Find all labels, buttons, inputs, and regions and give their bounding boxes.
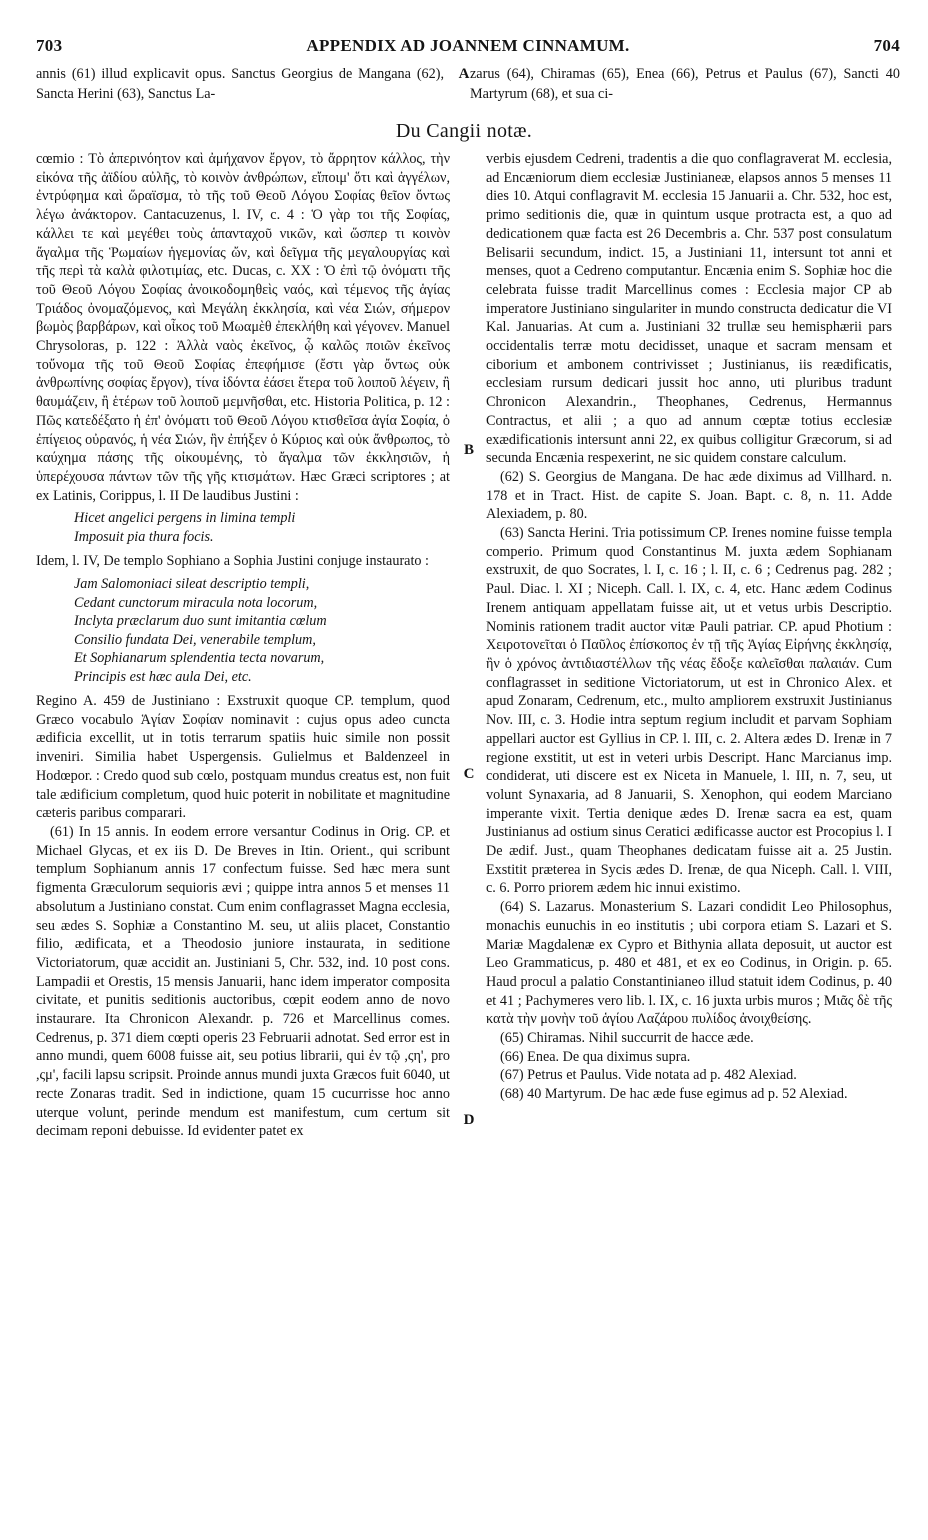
verse-block [74,509,450,546]
margin-letter-d: D [463,1112,475,1128]
verse-line: Imposuit pia thura focis. [74,528,214,545]
note-67: (67) Petrus et Paulus. Vide notata ad p. 482 Alexiad. [500,1067,797,1084]
note-61: (61) In 15 annis. In eodem errore versantur Codinus in Orig. CP. et Michael Glycas, et ex iis D. De Breves in Itin. Orient., qui scribunt templum Sophianum annis 17 confectum fuisse. Sed hæc mera sunt figmenta Græculorum sequioris ævi ; quippe intra annos 5 et menses 11 absolutum a Justiniano constat. Cum enim conflagrasset Magna ecclesia, seu ædes S. Sophiæ a Constantino M. seu, ut aliis placet, Constantio filio, ædificata, et a Theodosio juniore instaurata, in seditione Victoriatorum, quæ accidit an. Justiniani 5, Chr. 532, ind. 10 post cons. Lampadii et Orestis, 15 mensis Januarii, hanc idem imperator composita civitate, et punitis seditionis auctoribus, cœpit eodem anno de novo instaurare. Ita Chronicon Alexandr. p. 726 et Marcellinus comes. Cedrenus, p. 371 diem cœpti operis 23 Februarii adnotat. Sed error est in anno mundi, quem 6008 fuisse ait, seu potius librarii, qui ἐν τῷ ,ςη', pro ,ςμ', facili lapsu scripsit. Proinde annus mundi juxta Græcos fuit 6040, ut recte Zonaras tradit. Sed in indictione, quam 15 cucurrisse hoc anno uterque volunt, perinde mendum est manifestum, cum certum sit decimam reponi debuisse. Id evidenter patet ex [36,823,450,1140]
note-64: (64) S. Lazarus. Monasterium S. Lazari condidit Leo Philosophus, monachis eunuchis in eo institutis ; ubi corpora etiam S. Lazari et S. Mariæ Magdalenæ ex Cypro et Bithynia allata deposuit, ut auctor est Leo Grammaticus, p. 480 et 481, et ex eo Codinus, in Origin. p. 65. Haud procul a palatio Constantinianeo illud statuit idem Codinus, p. 40 et 41 ; Pachymeres vero lib. l. IX, c. 16 juxta urbis muros ; Μιᾶς δὲ τῆς κατὰ τὴν μονὴν τοῦ ἁγίου Λαζάρου πυλίδος ἀνοιχθείσης. [486,899,892,1028]
note-68: (68) 40 Martyrum. De hac æde fuse egimus ad p. 52 Alexiad. [500,1086,848,1103]
paragraph: cœmio : Τὸ ἀπερινόητον καὶ ἀμήχανον ἔργον, τὸ ἄρρητον κάλλος, τὴν εἰκόνα τῆς ἀϊδίου αὐλῆς, τὸ κοινὸν ἀνθρώπων, εἴποιμ' ὅτι καὶ ἀγγέλων, ἐντρύφημα καὶ ὥραϊσμα, τὸ τῆς τοῦ Θεοῦ Λόγου Σοφίας θεῖον ὄντως λέγω ἀνάκτορον. Cantacuzenus, l. IV, c. 4 : Ὁ γὰρ τοι τῆς Σοφίας, κάλλει τε καὶ μεγέθει τοὺς ἁπανταχοῦ νικῶν, καὶ ὥσπερ τι κοινὸν ἄγαλμα τῆς Ῥωμαίων ἡγεμονίας ὤν, καὶ δεῖγμα τῆς μεγαλουργίας καὶ τῆς περὶ τὰ καλὰ φιλοτιμίας, etc. Ducas, c. XX : Ὁ ἐπὶ τῷ ὀνόματι τῆς τοῦ Θεοῦ Λόγου Σοφίας ἀνοικοδομηθεὶς ναός, καὶ τέμενος τῆς ἁγίας Τριάδος ὀνομαζόμενος, καὶ Μεγάλη ἐκκλησία, καὶ νέα Σιών, σήμερον βωμὸς βαρβάρων, καὶ οἶκος τοῦ Μωαμὲθ ἐπεκλήθη καὶ γέγονεν. Manuel Chrysoloras, p. 122 : Ἀλλὰ ναὸς ἐκεῖνος, ᾧ καλῶς ποιῶν ἐκεῖνος τοὔνομα τῆς τοῦ Θεοῦ Σοφίας ἐπεφήμισε (ἔστι γὰρ ὄντως οὐκ ἀνθρωπίνης σοφίας ἔργον), τίνα ἰδόντα ἐάσει ἕτερα τοῦ λοιποῦ λέγειν, ἢ θαυμάζειν, ἢ ἑτέρων τοῦ λοιποῦ μεμνῆσθαι, etc. Historia Politica, p. 12 : Πῶς κατεδέξατο ἡ ἐπ' ὀνόματι τοῦ Θεοῦ Λόγου κτισθεῖσα ἁγία Σοφία, ὁ ἐπίγειος οὐρανός, ἡ νέα Σιών, ἣν ἐπήξεν ὁ Κύριος καὶ οὐκ ἄνθρωπος, τὸ καύχημα πάσης τῆς οἰκουμένης, τὸ ἄγαλμα τῶν ἐκκλησιῶν, ἡ ὑπερέχουσα πάντων τῶν τῆς γῆς κτισμάτων. Hæc Græci scriptores ; at ex Latinis, Corippus, l. II De laudibus Justini : [36,151,451,504]
section-title: Du Cangii notæ. [395,120,533,142]
right-column [486,150,892,1104]
page-number-left: 703 [36,36,63,55]
intro-right: zarus (64), Chiramas (65), Enea (66), Petrus et Paulus (67), Sancti 40 Martyrum (68), et sua ci- [470,66,900,102]
page-number-right: 704 [873,36,900,55]
verse-block [74,575,450,686]
verse-line: Cedant cunctorum miracula nota locorum, [74,594,318,611]
verse-line: Jam Salomoniaci sileat descriptio templi, [74,576,310,593]
verse-line: Inclyta præclarum duo sunt imitantia cœlum [74,613,327,630]
left-column [36,150,450,1141]
note-63: (63) Sancta Herini. Tria potissimum CP. Irenes nomine fuisse templa comperio. Primum quod Constantinus M. juxta ædem Sophianam exstruxit, de quo Socrates, l. I, c. 16 ; l. II, c. 6 ; Cedrenus pag. 282 ; Paul. Diac. l. XI ; Niceph. Call. l. IX, c. 4, etc. Hanc ædem Codinus Irenem antiquam appellatam fuisse ait, ut et vetus urbis Descriptio. Nominis rationem tradit auctor vitæ Pauli patriar. CP. apud Photium : Χειροτονεῖται ὁ Παῦλος ἐπίσκοπος ἐν τῇ τῆς Ἁγίας Εἰρήνης ἐκκλησίᾳ, ἣν ὁ χρόνος ἀντιδιαστέλλων τῆς νέας ἔδοξε καλεῖσθαι παλαιάν. Cum conflagrasset in seditione Victoriatorum, ut est in Chronico Alex. et apud Zonaram, Cedrenum, etc., multo ampliorem exstruxit Justinianus Nov. III, c. 3. Hodie intra septum regium includit et parvam Sophiam appellari auctor est Gyllius in CP. l. III, c. 2. Altera ædes D. Irenæ in 7 regione exstitit, ut est in veteri urbis Descript. Hanc Marcianus imp. condiderat, uti discere est ex Niceta in Manuele, l. III, n. 7, seu, ut volunt Synaxaria, ad 8 Januarii, S. Xenophon, qui eodem Marciano imperante vixit. Tertia denique ædes D. Irenæ sacra ea est, quam Justinianus ad ostium sinus Ceratici ædificasse auctor est Procopius l. I De ædif. Just., quam Theophanes dedicatam fuisse ait a. 25 Justin. Exstitit præterea in Sycis ædes D. Irenæ, de qua Niceph. Call. l. VIII, c. 6. Porro priorem ædem hic innui existimo. [486,525,892,897]
note-62: (62) S. Georgius de Mangana. De hac æde diximus ad Villhard. n. 178 et in Tract. Hist. de capite S. Joan. Bapt. c. 8, n. 11. Adde Alexiadem, p. 80. [486,468,892,523]
paragraph: Idem, l. IV, De templo Sophiano a Sophia Justini conjuge instaurato : [36,553,429,570]
note-66: (66) Enea. De qua diximus supra. [500,1048,691,1065]
verse-line: Hicet angelici pergens in limina templi [74,510,296,527]
note-65: (65) Chiramas. Nihil succurrit de hacce æde. [500,1030,754,1047]
verse-line: Principis est hæc aula Dei, etc. [74,668,252,685]
margin-letter-b: B [463,442,474,458]
paragraph: verbis ejusdem Cedreni, tradentis a die quo conflagraverat M. ecclesia, ad Encæniorum diem ecclesiæ Justinianeæ, elapsos annos 5 menses 11 dies 10. Atqui conflagravit M. ecclesia 15 Januarii a. Chr. 532, hoc est, primo seditionis die, quæ in quintum usque protracta est, a quo ad dedicationem quæ facta est 26 Decembris a. Chr. 537 post consulatum Belisarii secundum, indict. 15, a Justiniani 11, intersunt tot anni et menses, quot a Cedreno computantur. Encænia enim S. Sophiæ hoc die celebrata fuisse tradit Marcellinus comes : Ecclesia major CP ab imperatore Justiniano singulariter in mundo constructa dedicatur die VI Kal. Januarias. At cum a. Justiniani 32 trullæ seu hemisphærii pars occidentalis terræ motu decidisset, unaque et sacram mensam et ciborium et ambonem contrivisset ; Justinianus, iis reædificatis, ecclesiam rursum dedicari jussit hoc anno, uti pluribus tradunt Chronicon Alexandrin., Theophanes, Cedrenus, Hermannus Contractus, et alii ; a quo ad annum cœptæ totius ecclesiæ exædificationis intersunt anni 22, ex quibus colligitur Græcorum, si ad secunda Encænia respexerint, ne sic quidem constare calculum. [486,151,892,467]
running-head [36,36,900,60]
paragraph: Regino A. 459 de Justiniano : Exstruxit quoque CP. templum, quod Græco vocabulo Ἁγίαν Σοφίαν nominavit : cujus opus adeo cuncta ædificia excellit, ut in totis terrarum spatiis huic simile non possit inveniri. Similia habet Uspergensis. Gulielmus et Baldenzeel in Hodœpor. : Credo quod sub cœlo, postquam mundus creatus est, non fuit tale ædificium completum, quod huic poterit in nobilitate et magnitudine cæteris paribus comparari. [36,693,450,822]
intro-left: annis (61) illud explicavit opus. Sanctus Georgius de Mangana (62), Sancta Herini (63), Sanctus La- [36,66,444,102]
running-title: APPENDIX AD JOANNEM CINNAMUM. [306,36,630,55]
verse-line: Consilio fundata Dei, venerabile templum, [74,631,316,648]
verse-line: Et Sophianarum splendentia tecta novarum, [74,650,325,667]
margin-letter-c: C [463,766,475,782]
margin-letter-a: A [458,66,470,82]
